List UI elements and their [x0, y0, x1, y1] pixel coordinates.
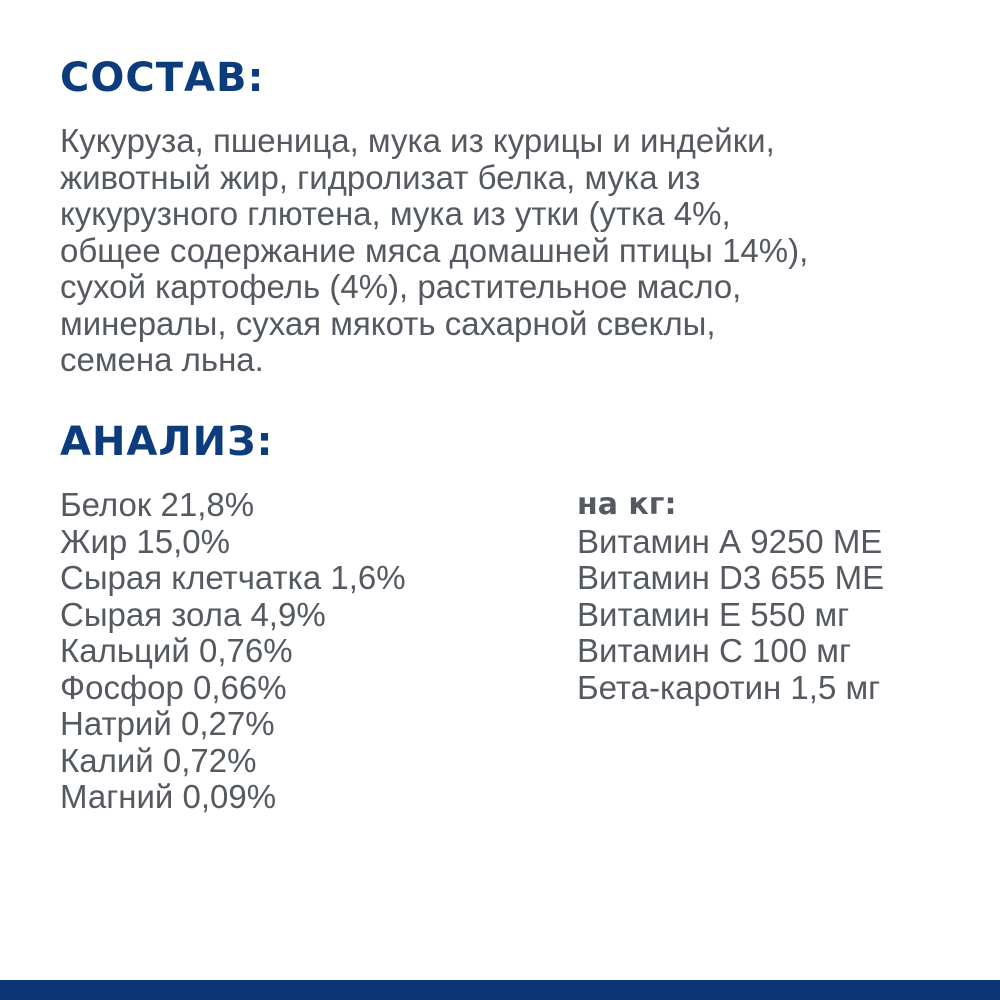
analysis-vitamins-list	[577, 487, 884, 706]
composition-line: общее содержание мяса домашней птицы 14%),	[60, 231, 809, 269]
nutrient-item: Жир 15,0%	[60, 522, 230, 560]
analysis-nutrients-list	[60, 487, 406, 816]
nutrient-item: Сырая зола 4,9%	[60, 595, 326, 633]
composition-heading: СОСТАВ:	[60, 55, 265, 101]
vitamin-item: Витамин А 9250 МЕ	[577, 522, 883, 560]
composition-line: Кукуруза, пшеница, мука из курицы и индейки,	[60, 122, 775, 159]
per-kg-heading: на кг:	[577, 487, 677, 522]
composition-line: животный жир, гидролизат белка, мука из	[60, 158, 701, 196]
vitamin-item: Бета-каротин 1,5 мг	[577, 668, 881, 706]
composition-line: сухой картофель (4%), растительное масло,	[60, 268, 742, 305]
nutrient-item: Натрий 0,27%	[60, 705, 275, 742]
vitamin-item: Витамин D3 655 МЕ	[577, 559, 885, 596]
nutrient-item: Калий 0,72%	[60, 741, 257, 779]
nutrient-item: Фосфор 0,66%	[60, 668, 287, 706]
analysis-heading: АНАЛИЗ:	[60, 419, 274, 465]
composition-text	[60, 123, 960, 379]
nutrient-item: Сырая клетчатка 1,6%	[60, 559, 406, 596]
nutrient-item: Магний 0,09%	[60, 778, 277, 815]
nutrient-item: Кальций 0,76%	[60, 632, 293, 669]
vitamin-item: Витамин Е 550 мг	[577, 595, 850, 633]
composition-line: кукурузного глютена, мука из утки (утка 4%,	[60, 195, 731, 232]
vitamin-item: Витамин С 100 мг	[577, 632, 852, 669]
composition-line: семена льна.	[60, 341, 264, 378]
composition-line: минералы, сухая мякоть сахарной свеклы,	[60, 304, 716, 342]
nutrient-item: Белок 21,8%	[60, 486, 255, 523]
bottom-accent-bar	[0, 980, 1000, 1000]
